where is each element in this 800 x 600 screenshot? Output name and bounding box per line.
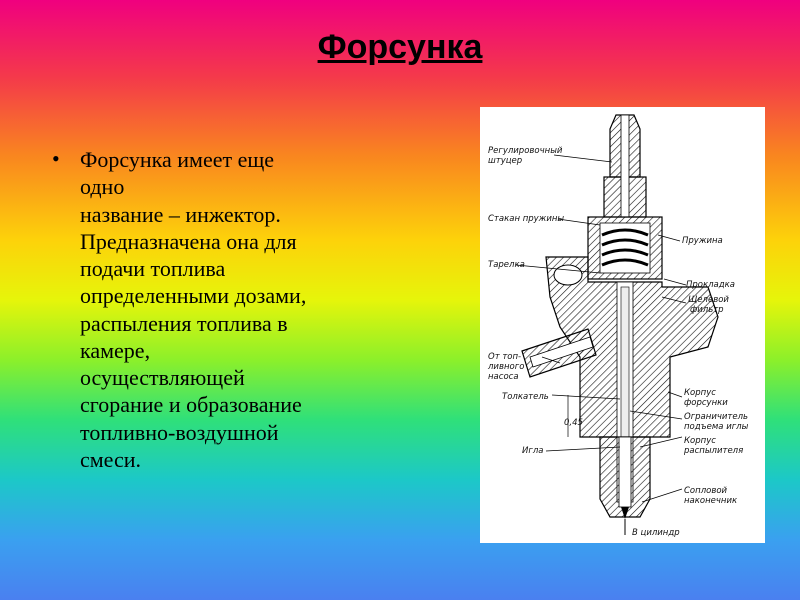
bullet-line: распыления топлива в [80, 310, 288, 336]
label-spring-cup: Стакан пружины [488, 214, 565, 224]
regulating-fitting-shape [604, 115, 646, 217]
injector-diagram [480, 107, 765, 543]
injector-drawing [480, 107, 765, 543]
label-injector-body-2: форсунки [684, 398, 728, 408]
label-needle-limiter: Ограничитель [684, 412, 749, 422]
atomizer-shape [600, 437, 650, 535]
bullet-dot-icon: • [52, 146, 60, 171]
label-needle: Игла [522, 446, 544, 456]
label-slot-filter: Щелевой [688, 295, 729, 305]
bullet-line: определенными дозами, [80, 283, 307, 309]
bullet-line: одно [80, 174, 125, 200]
label-spring: Пружина [682, 236, 723, 246]
label-atomizer-body-2: распылителя [684, 446, 744, 456]
slide-title: Форсунка [317, 28, 483, 66]
spring-cup-shape [588, 217, 662, 279]
label-from-pump-2: ливного [488, 362, 525, 372]
label-gasket: Прокладка [686, 280, 735, 290]
bullet-line: топливно-воздушной [80, 419, 279, 445]
label-from-pump-3: насоса [488, 372, 519, 382]
label-gap: 0,45 [564, 418, 583, 428]
label-pusher: Толкатель [502, 392, 549, 402]
label-needle-limiter-2: подъема иглы [684, 422, 749, 432]
label-from-pump: От топ- [488, 352, 522, 362]
bullet-line: Предназначена она для [80, 228, 297, 254]
bullet-item [80, 146, 380, 473]
label-nozzle-tip-2: наконечник [684, 496, 738, 506]
label-nozzle-tip: Сопловой [684, 486, 728, 496]
label-plate: Тарелка [488, 260, 525, 270]
bullet-line: подачи топлива [80, 256, 226, 282]
label-injector-body: Корпус [684, 388, 716, 398]
bullet-line: смеси. [80, 446, 142, 472]
bullet-line: Форсунка имеет еще [80, 147, 275, 172]
label-regulating-fitting-2: штуцер [488, 156, 523, 166]
label-to-cylinder: В цилиндр [632, 528, 680, 538]
bullet-line: сгорание и образование [80, 392, 302, 418]
bullet-line: камере, [80, 337, 151, 363]
label-atomizer-body: Корпус [684, 436, 716, 446]
bullet-line: название – инжектор. [80, 201, 281, 227]
label-regulating-fitting: Регулировочный [488, 146, 563, 156]
bullet-line: осуществляющей [80, 365, 245, 391]
label-slot-filter-2: фильтр [690, 305, 724, 315]
